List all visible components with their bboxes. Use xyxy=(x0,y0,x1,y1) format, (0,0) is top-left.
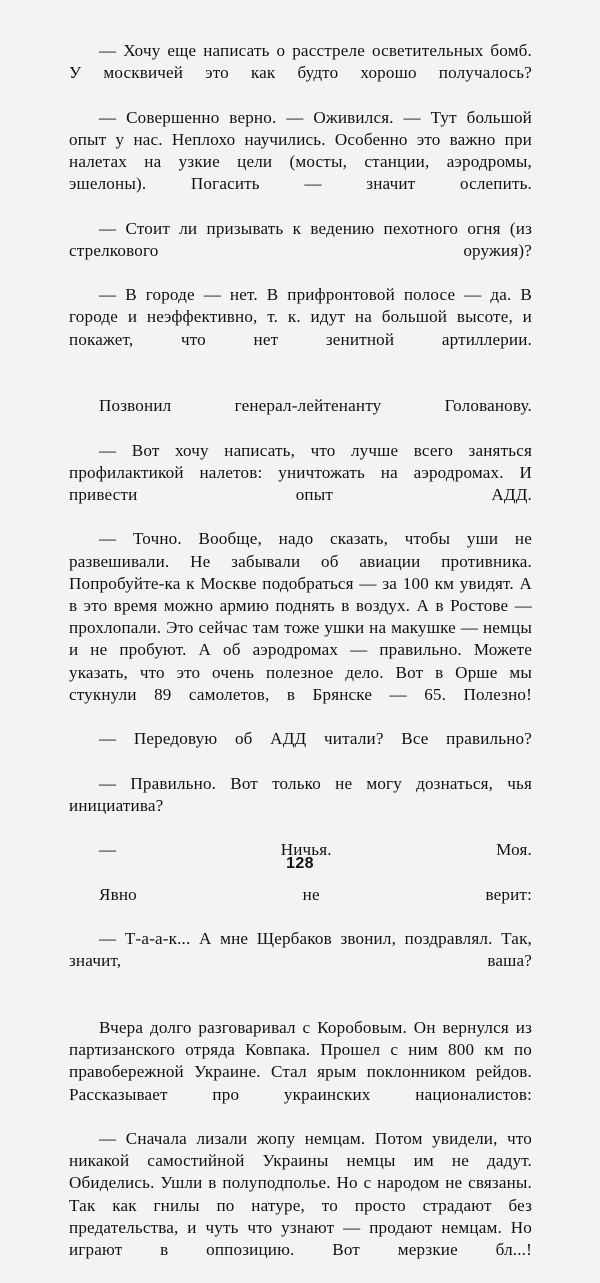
paragraph: — Точно. Вообще, надо сказать, чтобы уши не развешивали. Не забывали об авиации противника. Попробуйте-ка к Москве подобраться — за 100 км увидят. А в это время можно армию поднять в воздух. А в Ростове — прохлопали. Это сейчас там тоже ушки на макушке — немцы и не пробуют. А об аэродромах — правильно. Можете указать, что это очень полезное дело. Вот в Орше мы стукнули 89 самолетов, в Брянске — 65. Полезно! xyxy=(69,529,532,704)
paragraph: — Передовую об АДД читали? Все правильно? xyxy=(99,729,532,749)
paragraph: — Стоит ли призывать к ведению пехотного огня (из стрелкового оружия)? xyxy=(69,218,532,260)
paragraph: Вчера долго разговаривал с Коробовым. Он вернулся из партизанского отряда Ковпака. Прошел с ним 800 км по правобережной Украине. Стал ярым поклонником рейдов. Рассказывает про украинских националистов: xyxy=(69,1017,532,1104)
body-text-column xyxy=(69,40,532,1283)
paragraph: — Ничья. Моя. xyxy=(99,840,532,860)
paragraph: Явно не верит: xyxy=(99,884,532,904)
paragraph: — Т-а-а-к... А мне Щербаков звонил, поздравлял. Так, значит, ваша? xyxy=(69,929,532,971)
paragraph: — Сначала лизали жопу немцам. Потом увидели, что никакой самостийной Украины немцы им не дадут. Обиделись. Ушли в полуподполье. Но с народом не связаны. Так как гнилы по натуре, то просто страдают без предательства, и чуть что узнают — продают немцам. Но играют в оппозицию. Вот мерзкие бл...! xyxy=(69,1128,532,1259)
paragraph: Позвонил генерал-лейтенанту Голованову. xyxy=(99,396,532,416)
paragraph: — Вот хочу написать, что лучше всего заняться профилактикой налетов: уничтожать на аэродромах. И привести опыт АДД. xyxy=(69,440,532,505)
page-number: 128 xyxy=(286,855,314,872)
paragraph: — Совершенно верно. — Оживился. — Тут большой опыт у нас. Неплохо научились. Особенно это важно при налетах на узкие цели (мосты, станции, аэродромы, эшелоны). Погасить — значит ослепить. xyxy=(69,107,532,194)
paragraph: — Хочу еще написать о расстреле осветительных бомб. У москвичей это как будто хорошо получалось? xyxy=(69,41,532,83)
paragraph: — Правильно. Вот только не могу дознаться, чья инициатива? xyxy=(69,773,532,815)
paragraph: — В городе — нет. В прифронтовой полосе — да. В городе и неэффективно, т. к. идут на большой высоте, и покажет, что нет зенитной артиллерии. xyxy=(69,285,532,349)
